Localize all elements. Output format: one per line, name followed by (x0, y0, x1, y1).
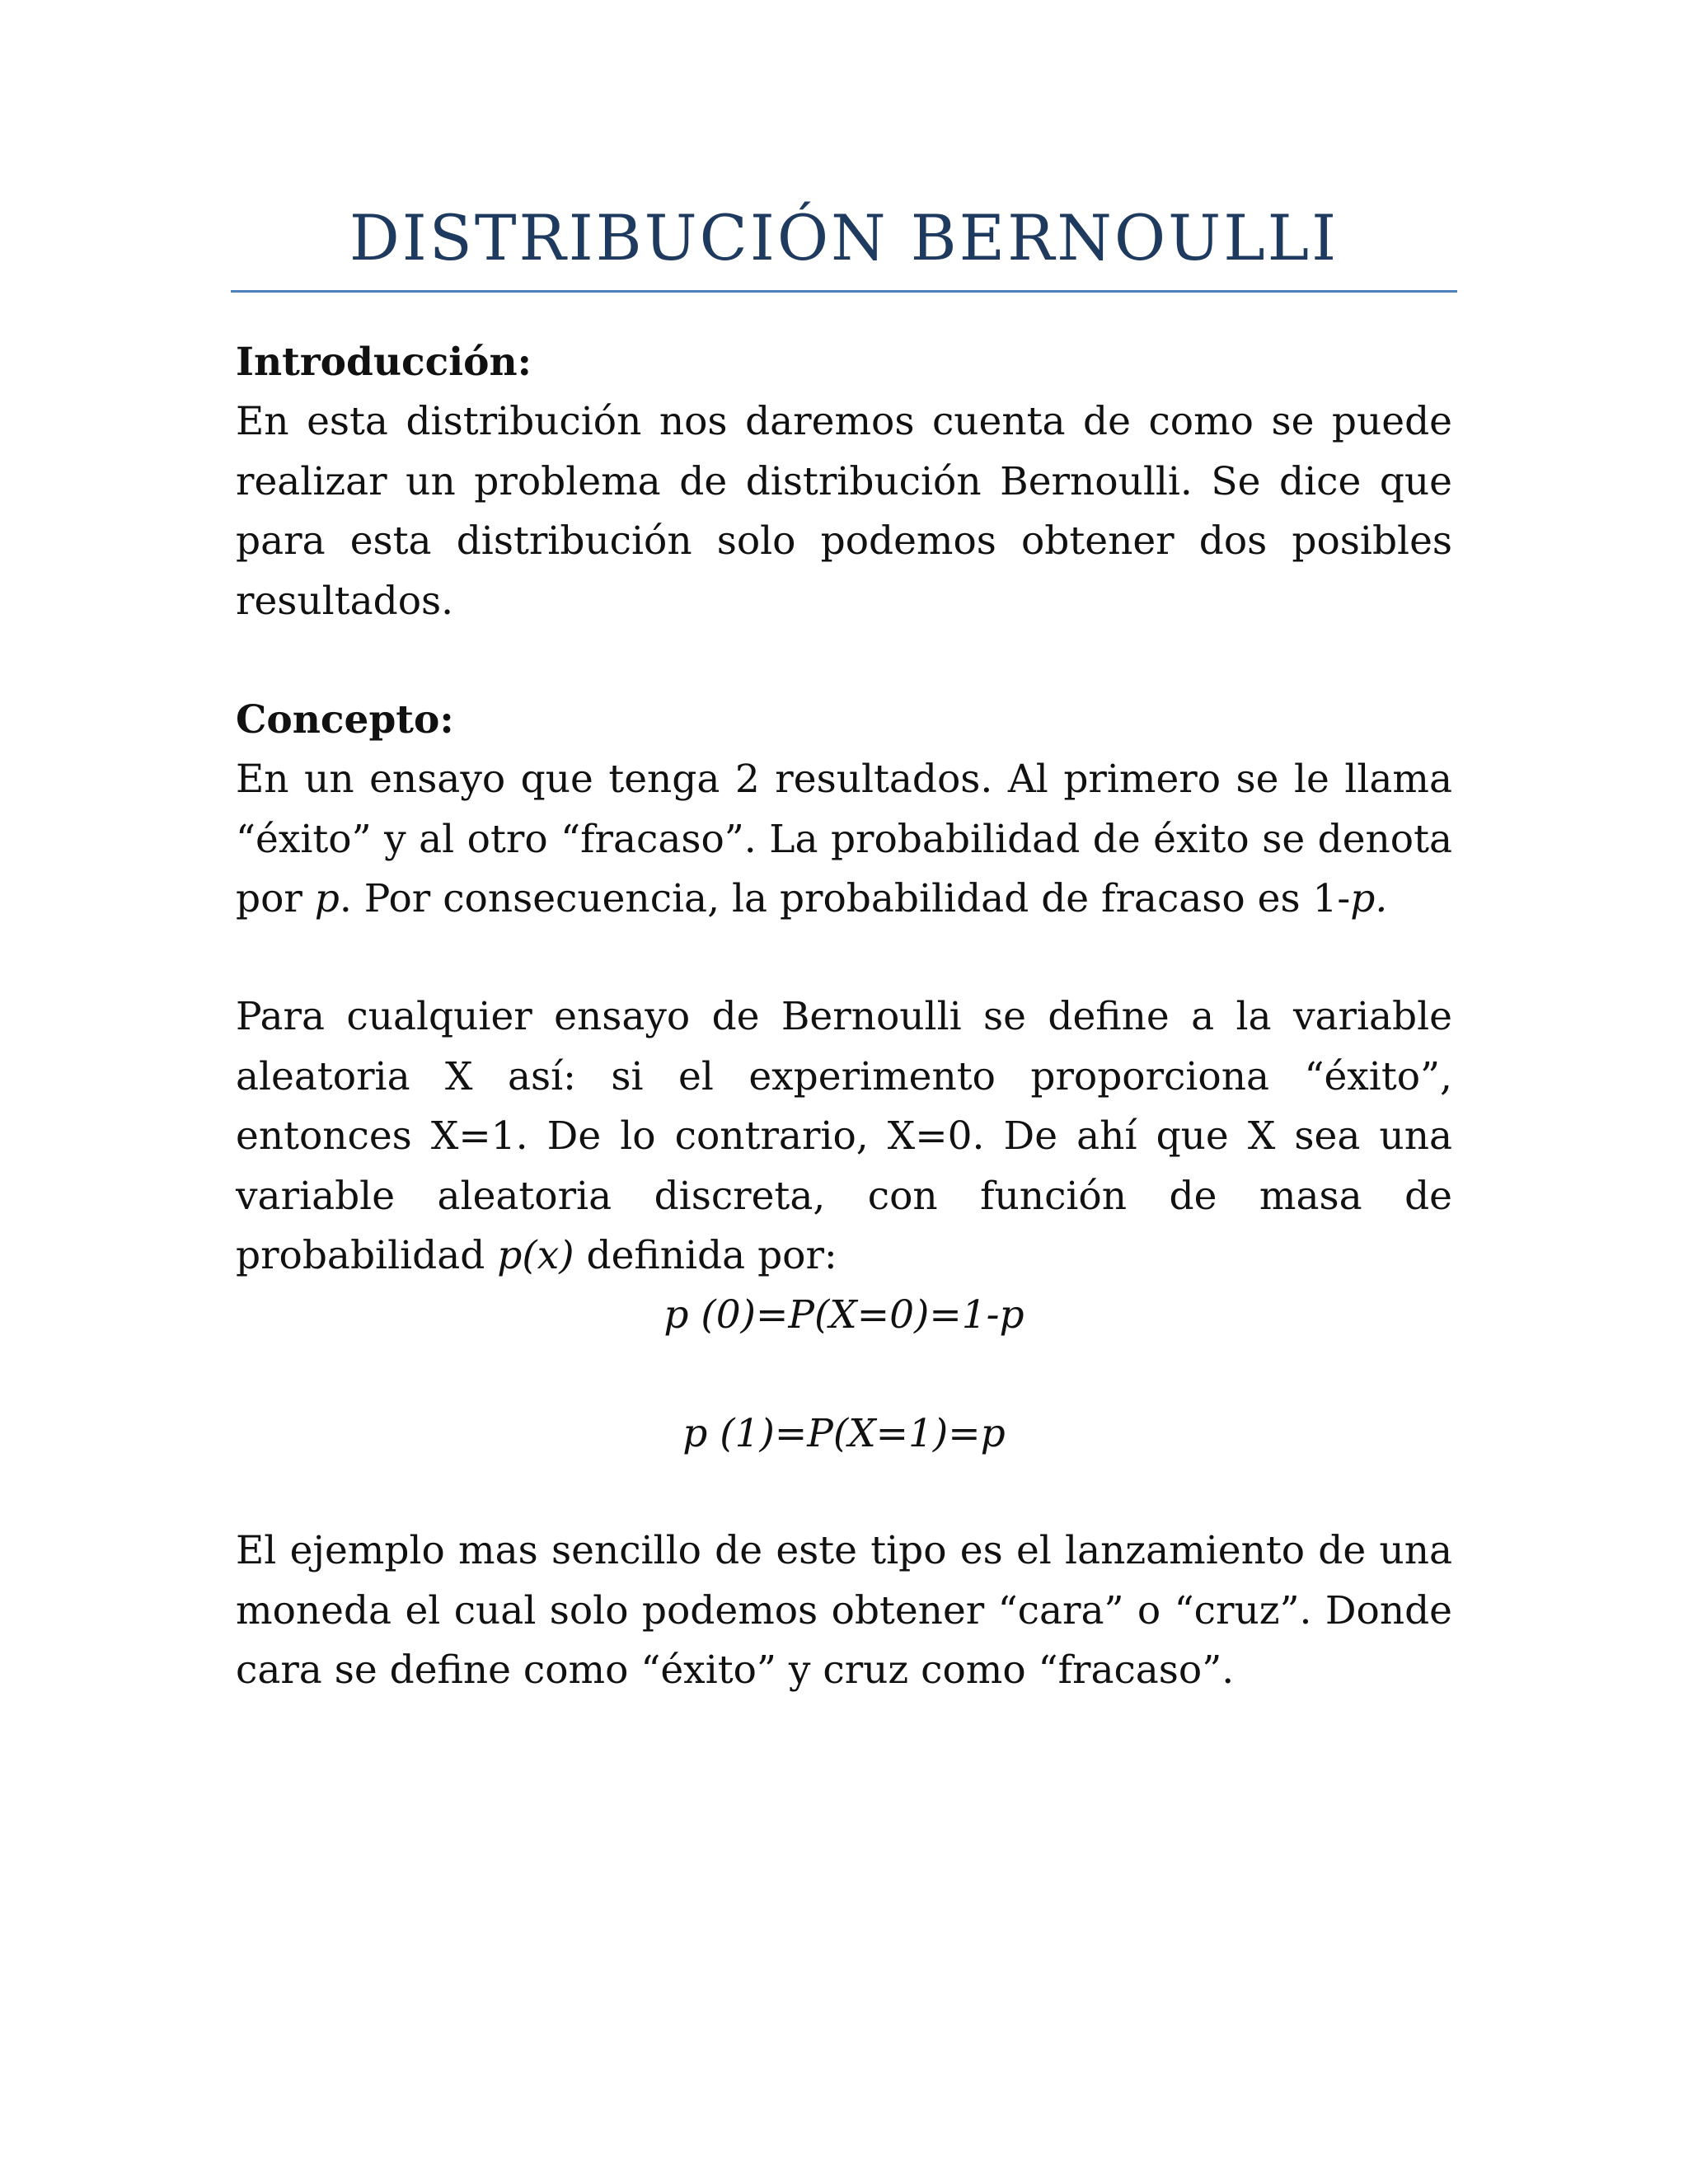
concept-p2-end: definida por: (574, 1233, 837, 1278)
concept-paragraph-2 (236, 987, 1452, 1286)
concept-p1-mid: . Por consecuencia, la probabilidad de fracaso es 1- (339, 876, 1351, 921)
page-title: DISTRIBUCIÓN BERNOULLI (349, 201, 1339, 274)
concept-paragraph-3: El ejemplo mas sencillo de este tipo es el lanzamiento de una moneda el cual solo podemos obtener “cara” o “cruz”. Donde cara se define como “éxito” y cruz como “fracaso”. (236, 1528, 1452, 1693)
concept-heading: Concepto: (236, 697, 454, 743)
concept-p1-text: En un ensayo que tenga 2 resultados. Al primero se le llama “éxito” y al otro “fracaso”. La probabilidad de éxito se denota por (236, 757, 1452, 921)
title-underline (231, 290, 1457, 293)
concept-p2-text: Para cualquier ensayo de Bernoulli se define a la variable aleatoria X así: si el experimento proporciona “éxito”, entonces X=1. De lo contrario, X=0. De ahí que X sea una variable aleatoria discreta, con función de masa de probabilidad (236, 994, 1452, 1278)
intro-heading: Introducción: (236, 340, 532, 385)
formula-p0: p (0)=P(X=0)=1-p (663, 1292, 1025, 1338)
concept-p1-var: p (314, 876, 340, 921)
formula-p1: p (1)=P(X=1)=p (682, 1411, 1006, 1456)
intro-paragraph: En esta distribución nos daremos cuenta de como se puede realizar un problema de distribución Bernoulli. Se dice que para esta distribución solo podemos obtener dos posibles resultados. (236, 399, 1452, 624)
concept-paragraph-1 (236, 750, 1452, 930)
concept-p2-fn: p(x) (497, 1233, 574, 1278)
concept-p1-end: p. (1350, 876, 1388, 921)
